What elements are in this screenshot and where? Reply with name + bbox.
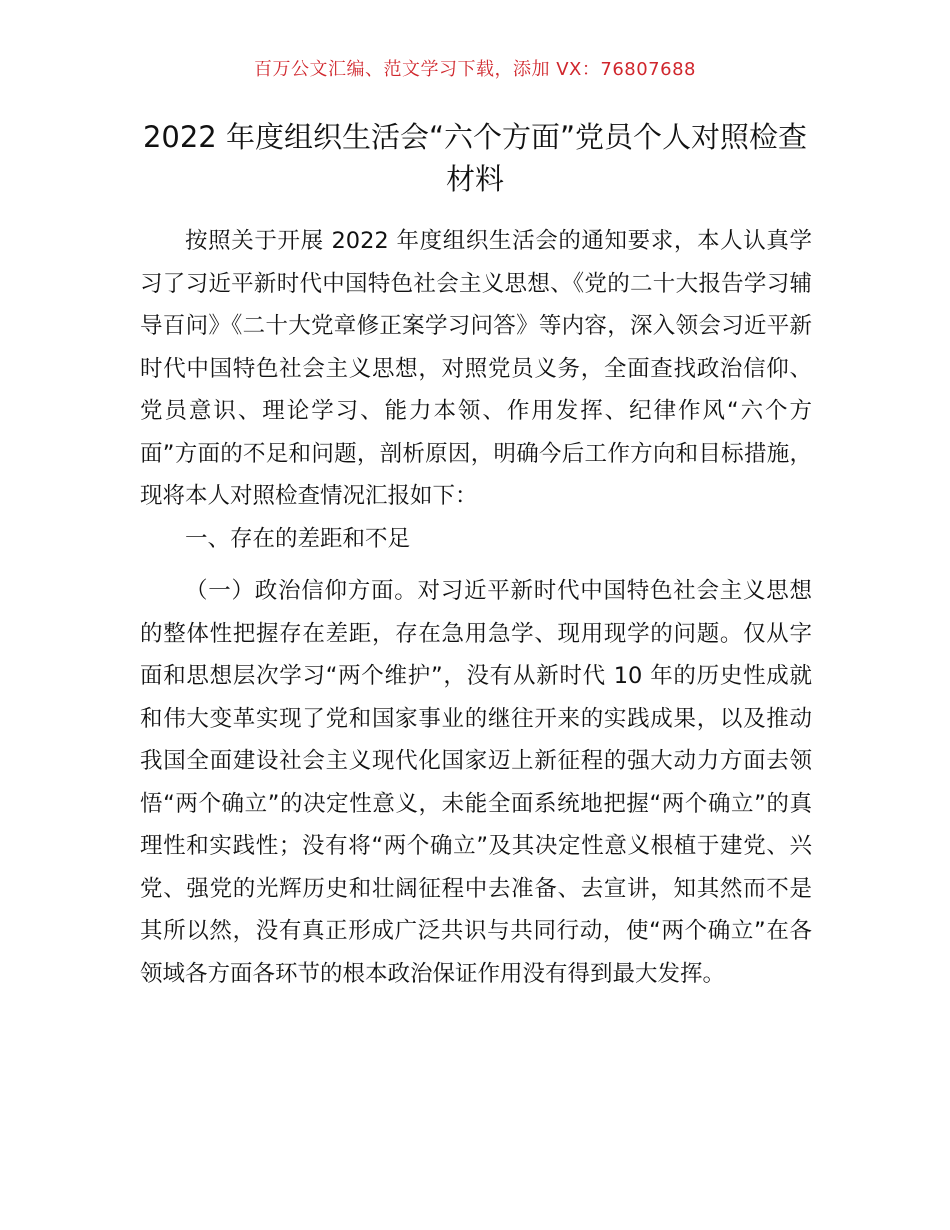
intro-paragraph: 按照关于开展 2022 年度组织生活会的通知要求，本人认真学习了习近平新时代中国特色社会主义思想、《党的二十大报告学习辅导百问》《二十大党章修正案学习问答》等内容，深入领会习近平新时代中国特色社会主义思想，对照党员义务，全面查找政治信仰、党员意识、理论学习、能力本领、作用发挥、纪律作风“六个方面”方面的不足和问题，剖析原因，明确今后工作方向和目标措施，现将本人对照检查情况汇报如下： (140, 228, 812, 509)
download-notice: 百万公文汇编、范文学习下载，添加 VX：76807688 (254, 59, 696, 80)
section-heading: 一、存在的差距和不足 (185, 525, 411, 552)
document-title: 2022 年度组织生活会“六个方面”党员个人对照检查材料 (142, 120, 808, 196)
section-paragraph: （一）政治信仰方面。对习近平新时代中国特色社会主义思想的整体性把握存在差距，存在急用急学、现用现学的问题。仅从字面和思想层次学习“两个维护”，没有从新时代 10 年的历史性成就和伟大变革实现了党和国家事业的继往开来的实践成果，以及推动我国全面建设社会主义现代化国家迈上新征程的强大动力方面去领悟“两个确立”的决定性意义，未能全面系统地把握“两个确立”的真理性和实践性；没有将“两个确立”及其决定性意义根植于建党、兴党、强党的光辉历史和壮阔征程中去准备、去宣讲，知其然而不是其所以然，没有真正形成广泛共识与共同行动，使“两个确立”在各领域各方面各环节的根本政治保证作用没有得到最大发挥。 (140, 578, 812, 987)
document-body (140, 220, 812, 995)
